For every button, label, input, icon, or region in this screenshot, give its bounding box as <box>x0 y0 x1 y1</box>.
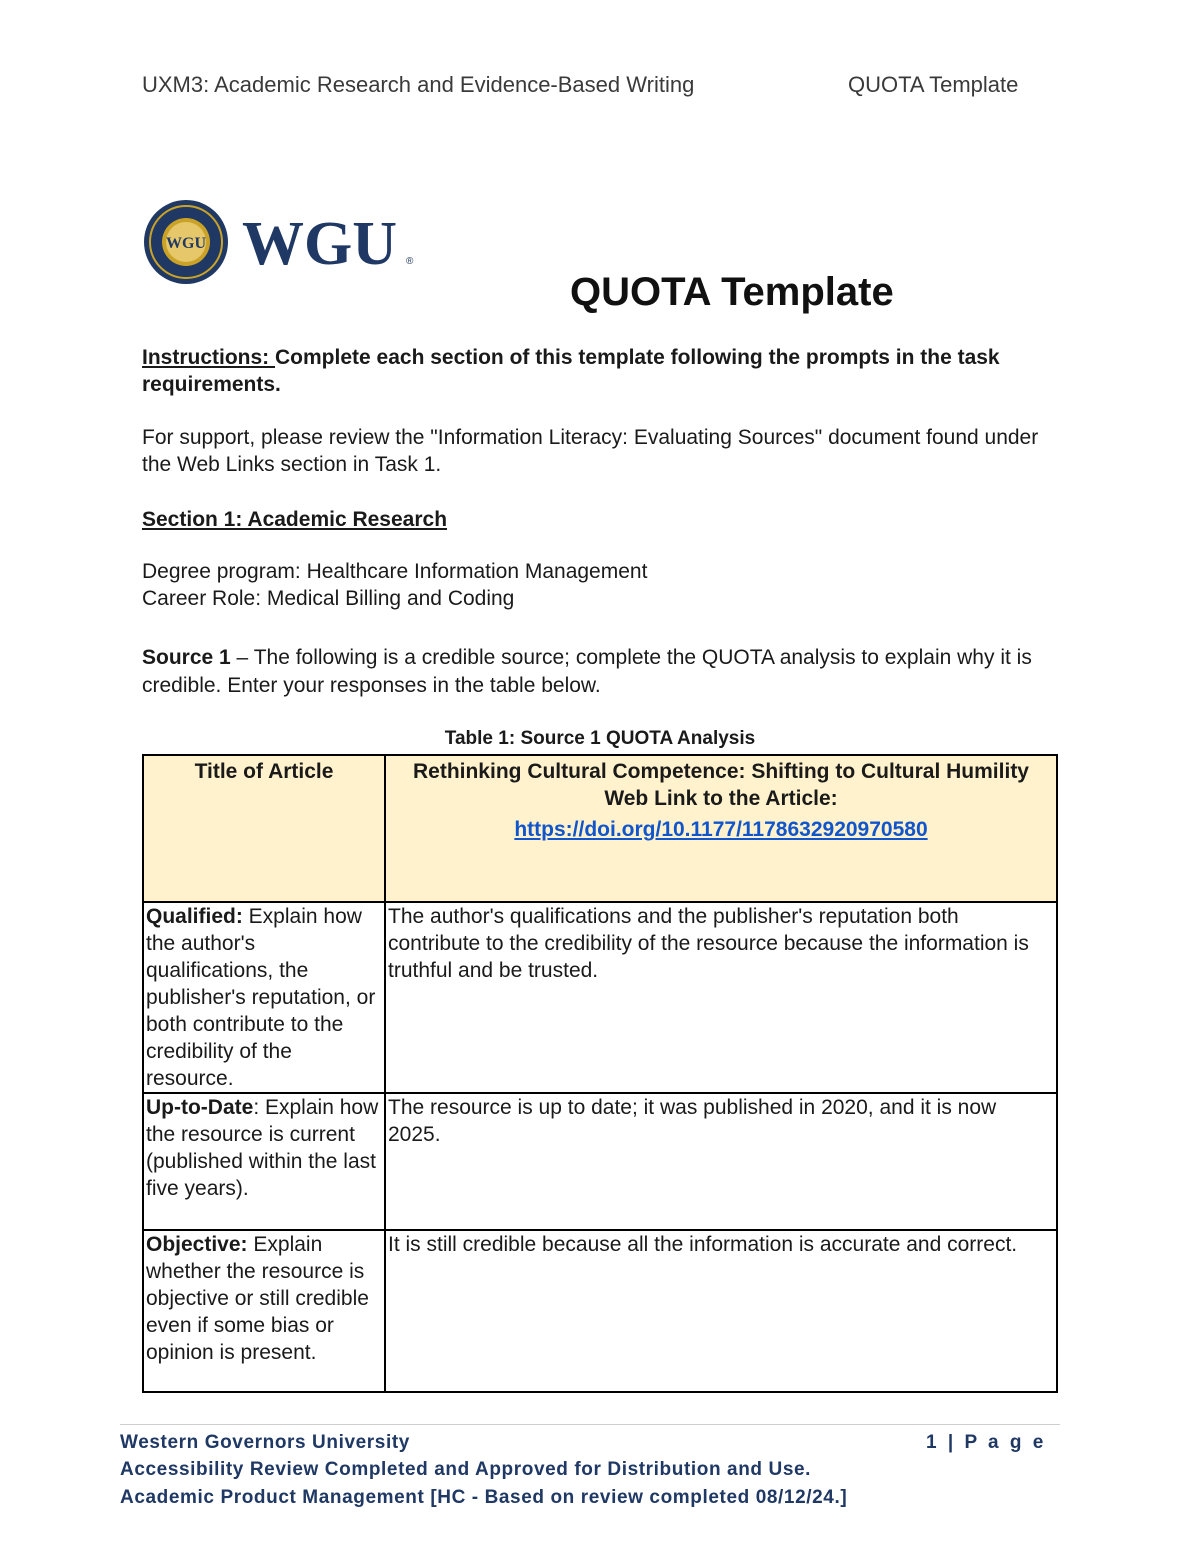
source-1-text: – The following is a credible source; complete the QUOTA analysis to explain why it is credible. Enter your responses in the table below. <box>142 646 1032 697</box>
degree-program-line: Degree program: Healthcare Information Management <box>142 560 648 583</box>
table-row <box>143 755 1057 902</box>
header-doc-name: QUOTA Template <box>848 72 1019 97</box>
support-paragraph: For support, please review the "Information Literacy: Evaluating Sources" document found under the Web Links section in Task 1. <box>142 426 1039 476</box>
criterion-cell <box>143 902 385 1093</box>
criterion-cell <box>143 1230 385 1392</box>
section-heading: Section 1: Academic Research <box>142 508 448 531</box>
wgu-logo-graphic <box>142 198 432 290</box>
criterion-cell <box>143 1093 385 1230</box>
table-caption: Table 1: Source 1 QUOTA Analysis <box>444 728 756 749</box>
footer-accessibility: Accessibility Review Completed and Approved for Distribution and Use. <box>120 1459 812 1480</box>
wgu-wordmark: WGU <box>242 210 397 278</box>
seal-monogram: WGU <box>166 235 206 252</box>
criterion-prompt: Explain whether the resource is objective or still credible even if some bias or opinion is present. <box>146 1233 369 1364</box>
footer-university: Western Governors University <box>120 1432 410 1453</box>
response-cell[interactable]: It is still credible because all the information is accurate and correct. <box>385 1230 1057 1392</box>
table-row <box>143 1093 1057 1230</box>
instructions-text: Complete each section of this template following the prompts in the task requirements. <box>142 346 1000 396</box>
header-course-title: UXM3: Academic Research and Evidence-Based Writing <box>142 72 695 97</box>
source-1-label: Source 1 <box>142 646 231 669</box>
article-link[interactable]: https://doi.org/10.1177/1178632920970580 <box>514 818 928 841</box>
criterion-prompt: : Explain how the resource is current (published within the last five years). <box>146 1096 379 1200</box>
wgu-logo <box>142 198 432 290</box>
title-label-cell <box>143 755 385 902</box>
footer-review: Academic Product Management [HC - Based on review completed 08/12/24.] <box>120 1487 848 1508</box>
document-title: QUOTA Template <box>570 270 894 314</box>
article-title: Rethinking Cultural Competence: Shifting to Cultural Humility <box>412 760 1029 783</box>
criterion-term: Qualified: <box>146 905 243 928</box>
response-cell[interactable]: The author's qualifications and the publisher's reputation both contribute to the credibility of the resource because the information is truthful and be trusted. <box>385 902 1057 1093</box>
criterion-term: Objective: <box>146 1233 248 1256</box>
title-label: Title of Article <box>194 760 334 783</box>
footer-divider <box>120 1424 1060 1425</box>
criterion-prompt: Explain how the author's qualifications, the publisher's reputation, or both contribute to the credibility of the resource. <box>146 905 376 1090</box>
instructions-label: Instructions: <box>142 346 276 369</box>
criterion-term: Up-to-Date <box>146 1096 254 1119</box>
instructions <box>142 344 1062 398</box>
article-cell <box>385 755 1057 902</box>
svg-text:®: ® <box>406 256 414 267</box>
web-link-label: Web Link to the Article: <box>604 787 838 810</box>
page-number: 1 | P a g e <box>926 1432 1047 1453</box>
table-row <box>143 1230 1057 1392</box>
response-cell[interactable]: The resource is up to date; it was published in 2020, and it is now 2025. <box>385 1093 1057 1230</box>
quota-table <box>142 754 1058 1393</box>
source-1-paragraph <box>142 644 1062 700</box>
career-role-line: Career Role: Medical Billing and Coding <box>142 587 515 610</box>
table-row <box>143 902 1057 1093</box>
